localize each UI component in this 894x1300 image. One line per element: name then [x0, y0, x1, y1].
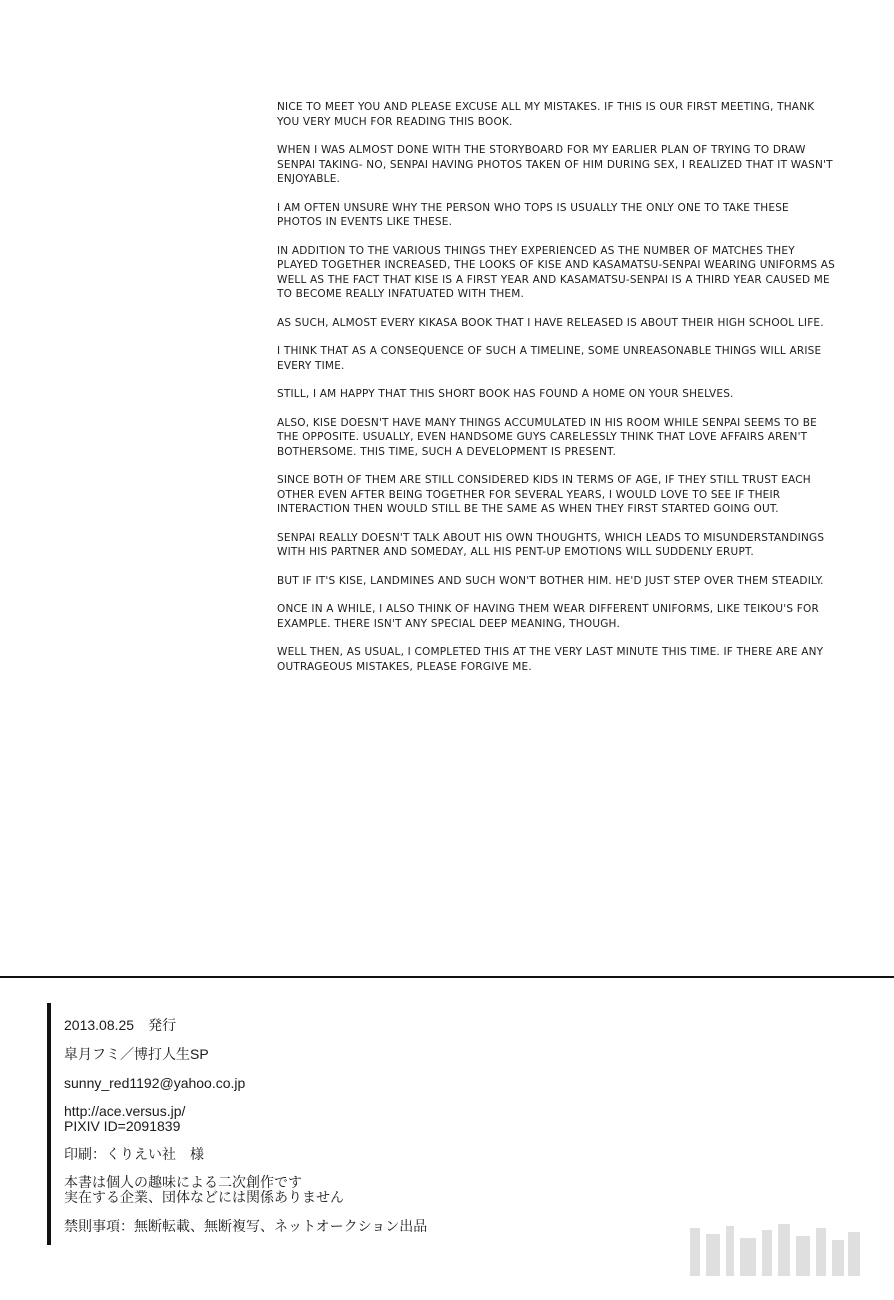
afterword-paragraph: STILL, I AM HAPPY THAT THIS SHORT BOOK HAS FOUND A HOME ON YOUR SHELVES. — [277, 388, 734, 400]
afterword-paragraph: SINCE BOTH OF THEM ARE STILL CONSIDERED KIDS IN TERMS OF AGE, IF THEY STILL TRUST EACH OTHER EVEN AFTER BEING TOGETHER FOR SEVERAL YEARS, I WOULD LOVE TO SEE IF THEIR INTERACTION THEN WOULD STILL BE THE SAME AS WHEN THEY FIRST STARTED GOING OUT. — [277, 474, 811, 515]
afterword-paragraph: ALSO, KISE DOESN'T HAVE MANY THINGS ACCUMULATED IN HIS ROOM WHILE SENPAI SEEMS TO BE THE OPPOSITE. USUALLY, EVEN HANDSOME GUYS CARELESSLY THINK THAT LOVE AFFAIRS AREN'T BOTHERSOME. THIS TIME, SUCH A DEVELOPMENT IS PRESENT. — [277, 416, 818, 458]
author-circle: 皐月フミ／博打人生SP — [64, 1046, 209, 1062]
afterword-paragraph: AS SUCH, ALMOST EVERY KIKASA BOOK THAT I HAVE RELEASED IS ABOUT THEIR HIGH SCHOOL LIFE. — [277, 316, 824, 329]
website-url: http://ace.versus.jp/ — [64, 1103, 186, 1119]
pixiv-id: PIXIV ID=2091839 — [64, 1118, 181, 1134]
horizontal-divider — [0, 976, 894, 978]
afterword-paragraph: WELL THEN, AS USUAL, I COMPLETED THIS AT THE VERY LAST MINUTE THIS TIME. IF THERE ARE ANY OUTRAGEOUS MISTAKES, PLEASE FORGIVE ME. — [277, 646, 824, 673]
afterword-paragraph: I THINK THAT AS A CONSEQUENCE OF SUCH A TIMELINE, SOME UNREASONABLE THINGS WILL ARISE EVERY TIME. — [277, 345, 822, 372]
afterword-text — [277, 100, 837, 688]
colophon — [47, 1003, 651, 1245]
disclaimer-line: 実在する企業、団体などには関係ありません — [64, 1189, 344, 1205]
prohibition-notice: 禁則事項：無断転載、無断複写、ネットオークション出品 — [64, 1218, 428, 1234]
afterword-paragraph: I AM OFTEN UNSURE WHY THE PERSON WHO TOPS IS USUALLY THE ONLY ONE TO TAKE THESE PHOTOS IN EVENTS LIKE THESE. — [277, 201, 789, 228]
publication-date: 2013.08.25 発行 — [64, 1017, 177, 1033]
printer-credit: 印刷：くりえい社 様 — [64, 1146, 204, 1162]
afterword-paragraph: SENPAI REALLY DOESN'T TALK ABOUT HIS OWN THOUGHTS, WHICH LEADS TO MISUNDERSTANDINGS WITH HIS PARTNER AND SOMEDAY, ALL HIS PENT-UP EMOTIONS WILL SUDDENLY ERUPT. — [277, 531, 825, 558]
afterword-paragraph: BUT IF IT'S KISE, LANDMINES AND SUCH WON'T BOTHER HIM. HE'D JUST STEP OVER THEM STEADILY. — [277, 574, 824, 587]
afterword-paragraph: IN ADDITION TO THE VARIOUS THINGS THEY EXPERIENCED AS THE NUMBER OF MATCHES THEY PLAYED TOGETHER INCREASED, THE LOOKS OF KISE AND KASAMATSU-SENPAI WEARING UNIFORMS AS WELL AS THE FACT THAT KISE IS A FIRST YEAR AND KASAMATSU-SENPAI IS A THIRD YEAR CAUSED ME TO BECOME REALLY INFATUATED WITH THEM. — [277, 244, 836, 300]
afterword-paragraph: ONCE IN A WHILE, I ALSO THINK OF HAVING THEM WEAR DIFFERENT UNIFORMS, LIKE TEIKOU'S FOR EXAMPLE. THERE ISN'T ANY SPECIAL DEEP MEANING, THOUGH. — [277, 603, 819, 630]
email-address: sunny_red1192@yahoo.co.jp — [64, 1075, 246, 1091]
disclaimer-line: 本書は個人の趣味による二次創作です — [64, 1174, 302, 1190]
afterword-paragraph: WHEN I WAS ALMOST DONE WITH THE STORYBOARD FOR MY EARLIER PLAN OF TRYING TO DRAW SENPAI TAKING- NO, SENPAI HAVING PHOTOS TAKEN OF HIM DURING SEX, I REALIZED THAT IT WASN'T ENJOYABLE. — [277, 144, 833, 185]
faint-watermark — [688, 1220, 863, 1280]
afterword-paragraph: NICE TO MEET YOU AND PLEASE EXCUSE ALL MY MISTAKES. IF THIS IS OUR FIRST MEETING, THANK YOU VERY MUCH FOR READING THIS BOOK. — [277, 101, 815, 128]
